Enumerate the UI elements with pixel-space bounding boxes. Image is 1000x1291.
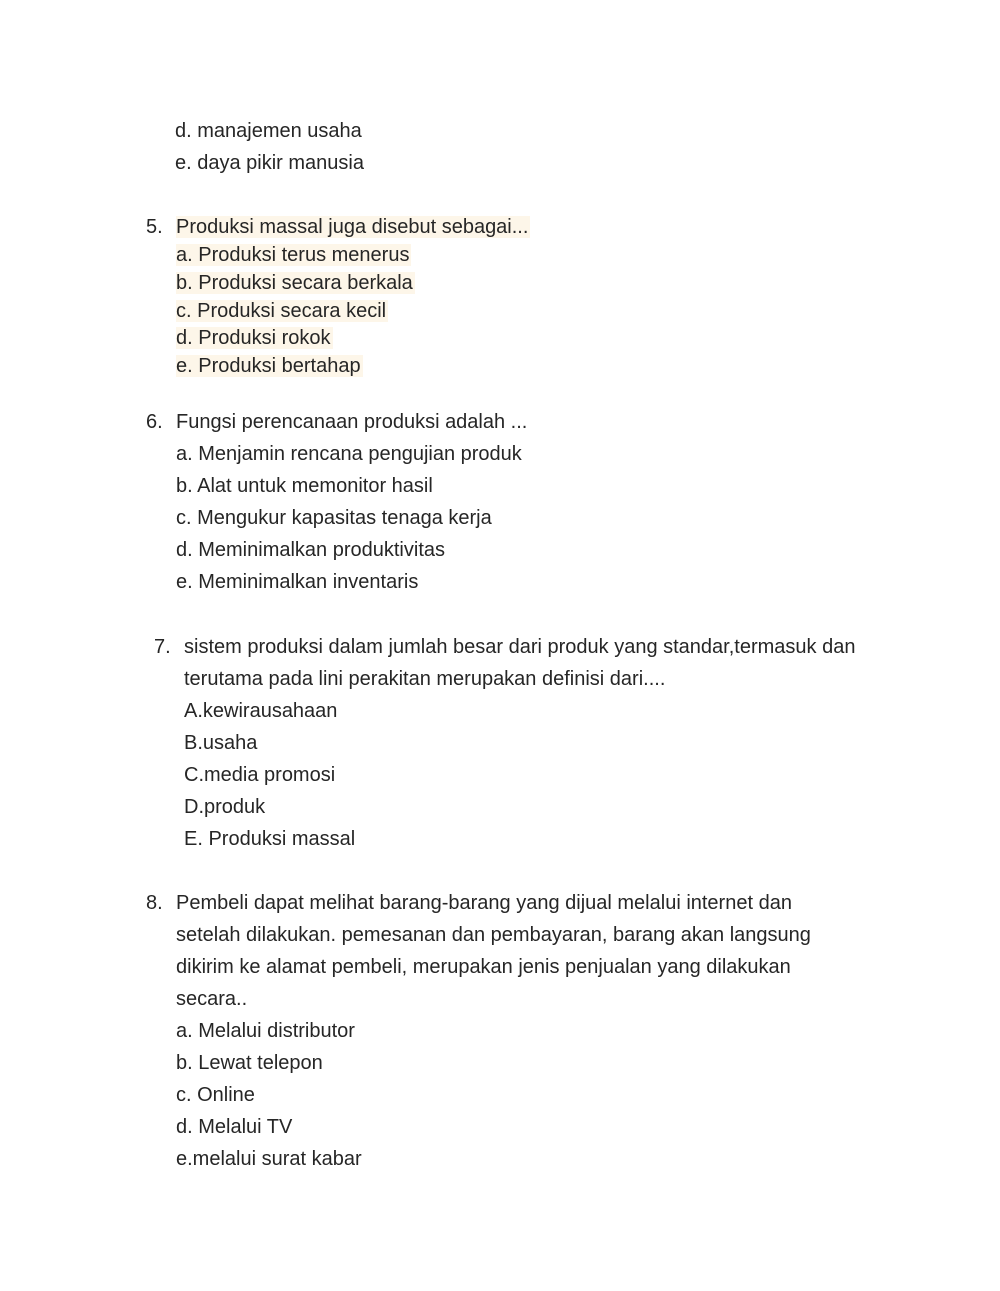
- question-8-text-line-2: setelah dilakukan. pemesanan dan pembayaran, barang akan langsung: [176, 924, 811, 946]
- question-7-option-e: E. Produksi massal: [184, 828, 356, 850]
- question-5-option-c: [176, 297, 388, 325]
- question-7-option-b: B.usaha: [184, 732, 258, 754]
- question-5-option-a: [176, 241, 411, 269]
- question-8-option-d: d. Melalui TV: [176, 1116, 293, 1138]
- question-7-number: 7.: [154, 636, 171, 658]
- question-8-number: 8.: [146, 892, 163, 914]
- question-6-option-a: a. Menjamin rencana pengujian produk: [176, 443, 522, 465]
- question-6-option-c: c. Mengukur kapasitas tenaga kerja: [176, 507, 492, 529]
- question-7-option-c: C.media promosi: [184, 764, 336, 786]
- option-d-carryover: d. manajemen usaha: [175, 120, 362, 142]
- question-8-option-e: e.melalui surat kabar: [176, 1148, 362, 1170]
- question-7-text-line-1: sistem produksi dalam jumlah besar dari produk yang standar,termasuk dan: [184, 636, 856, 658]
- question-5-number: 5.: [146, 216, 163, 238]
- question-8-text-line-4: secara..: [176, 988, 248, 1010]
- question-5-option-d-text: d. Produksi rokok: [176, 327, 331, 349]
- question-6-option-b: b. Alat untuk memonitor hasil: [176, 475, 433, 497]
- question-5-option-c-text: c. Produksi secara kecil: [176, 300, 387, 322]
- question-5-option-d: [176, 324, 333, 352]
- question-8-text-line-3: dikirim ke alamat pembeli, merupakan jenis penjualan yang dilakukan: [176, 956, 791, 978]
- question-5-option-b: [176, 269, 415, 297]
- question-6-option-e: e. Meminimalkan inventaris: [176, 571, 419, 593]
- question-8-text-line-1: Pembeli dapat melihat barang-barang yang dijual melalui internet dan: [176, 892, 792, 914]
- question-7-option-d: D.produk: [184, 796, 266, 818]
- question-8-option-a: a. Melalui distributor: [176, 1020, 355, 1042]
- question-5-text-highlight: Produksi massal juga disebut sebagai...: [176, 216, 529, 238]
- question-5-option-a-text: a. Produksi terus menerus: [176, 244, 410, 266]
- question-7-option-a: A.kewirausahaan: [184, 700, 338, 722]
- question-5-text: [176, 213, 530, 241]
- question-5-option-e: [176, 352, 363, 380]
- question-8-option-b: b. Lewat telepon: [176, 1052, 323, 1074]
- question-6-number: 6.: [146, 411, 163, 433]
- question-8-option-c: c. Online: [176, 1084, 255, 1106]
- question-6-option-d: d. Meminimalkan produktivitas: [176, 539, 445, 561]
- question-6-text: Fungsi perencanaan produksi adalah ...: [176, 411, 528, 433]
- question-7-text-line-2: terutama pada lini perakitan merupakan definisi dari....: [184, 668, 666, 690]
- option-e-carryover: e. daya pikir manusia: [175, 152, 364, 174]
- question-5-option-b-text: b. Produksi secara berkala: [176, 272, 413, 294]
- question-5-option-e-text: e. Produksi bertahap: [176, 355, 361, 377]
